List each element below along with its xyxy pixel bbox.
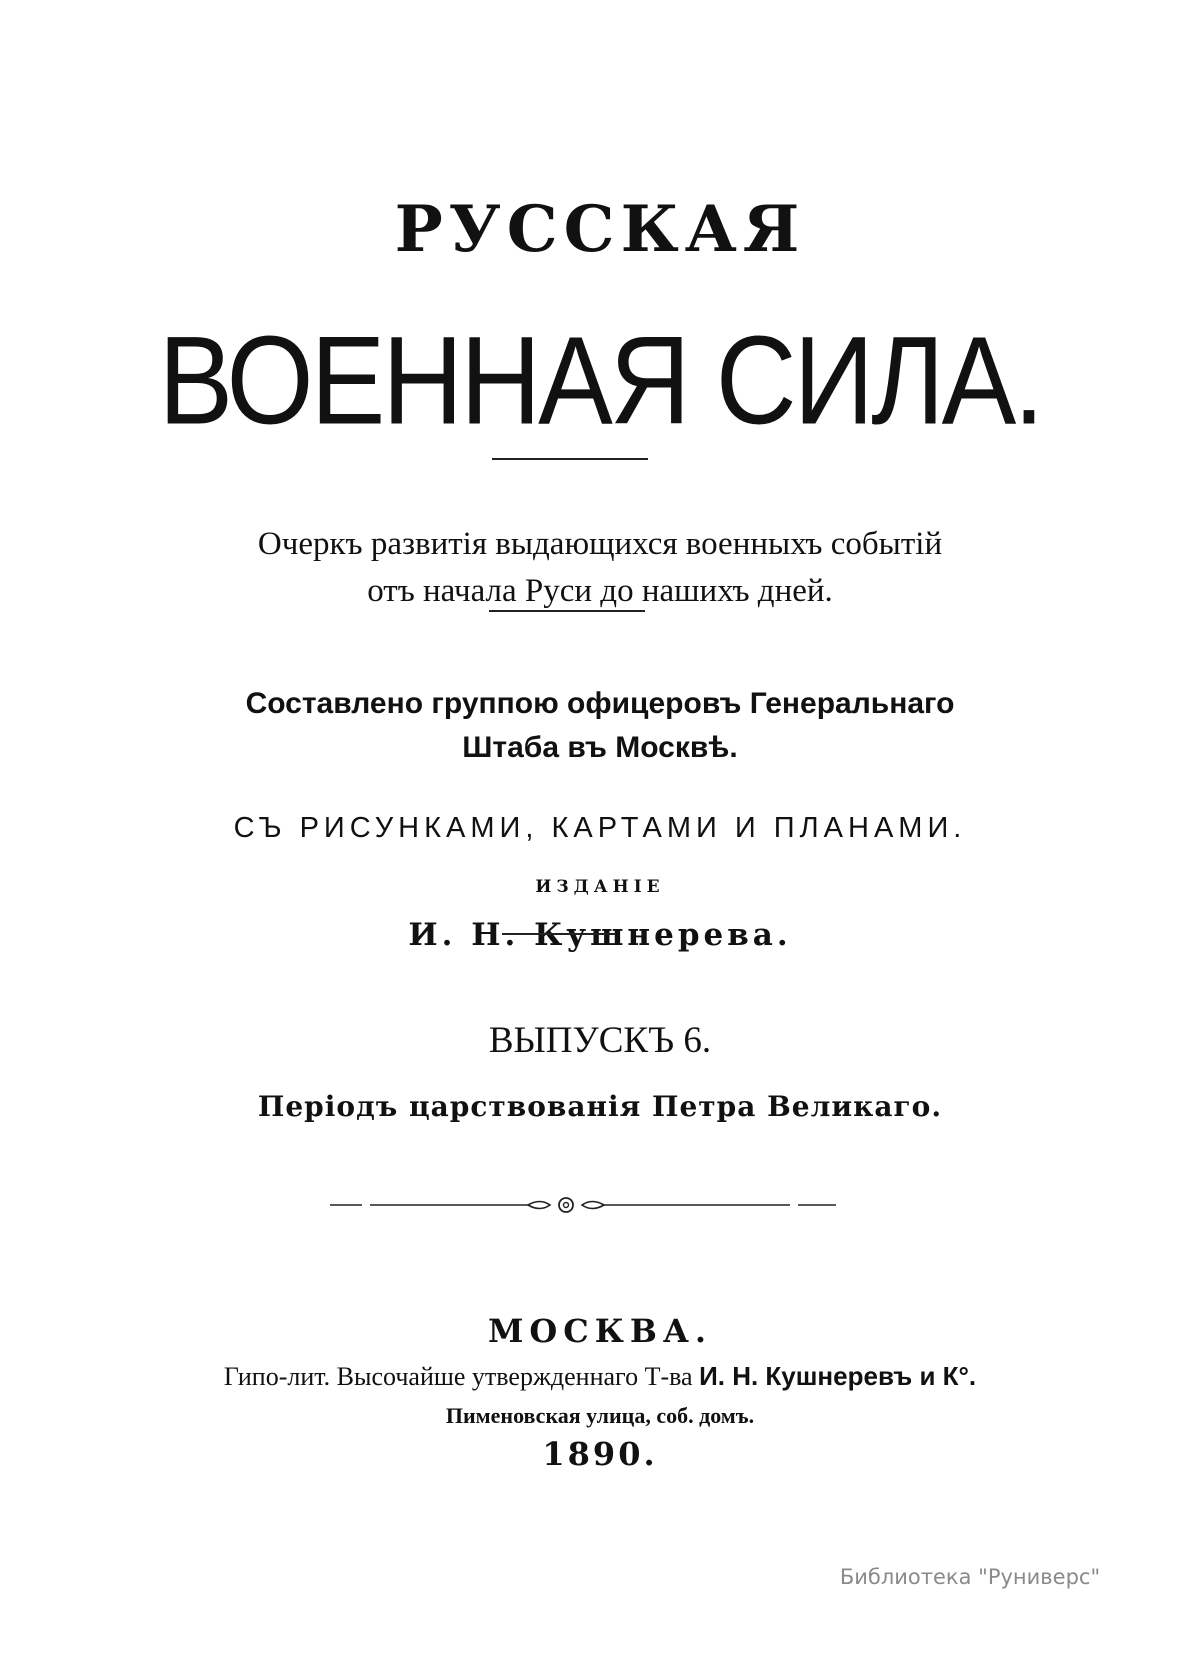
composed-by-line-2: Штаба въ Москвѣ. xyxy=(462,731,738,764)
subtitle-line-2: отъ начала Руси до нашихъ дней. xyxy=(367,573,833,609)
imprint-printer xyxy=(0,1358,1200,1395)
divider-rule xyxy=(492,458,648,460)
imprint-printer-plain: Гипо-лит. Высочайше утвержденнаго Т-ва xyxy=(223,1362,693,1391)
composed-by-line-1: Составлено группою офицеровъ Генеральнаго xyxy=(245,687,955,720)
imprint-printer-bold: И. Н. Кушнеревъ и К°. xyxy=(699,1361,977,1391)
title-line-2: ВОЕННАЯ СИЛА. xyxy=(158,310,1042,451)
library-watermark: Библиотека "Руниверс" xyxy=(839,1565,1101,1589)
subtitle-line-1: Очеркъ развитія выдающихся военныхъ событій xyxy=(257,526,943,562)
divider-rule xyxy=(502,933,616,935)
divider-rule xyxy=(489,610,645,612)
title-line-1: РУССКАЯ xyxy=(394,192,806,267)
issue-number: ВЫПУСКЪ 6. xyxy=(488,1020,712,1061)
imprint-street: Пименовская улица, соб. домъ. xyxy=(445,1403,755,1428)
period-title: Періодъ царствованія Петра Великаго. xyxy=(257,1090,943,1123)
imprint-year: 1890. xyxy=(542,1435,658,1473)
imprint-city: МОСКВА. xyxy=(487,1312,713,1350)
publisher-name: И. Н. Кушнерева. xyxy=(408,917,792,953)
edition-label: ИЗДАНІЕ xyxy=(535,877,665,897)
illustrations-note: СЪ РИСУНКАМИ, КАРТАМИ И ПЛАНАМИ. xyxy=(233,812,967,844)
ornament-divider xyxy=(0,1190,1200,1220)
